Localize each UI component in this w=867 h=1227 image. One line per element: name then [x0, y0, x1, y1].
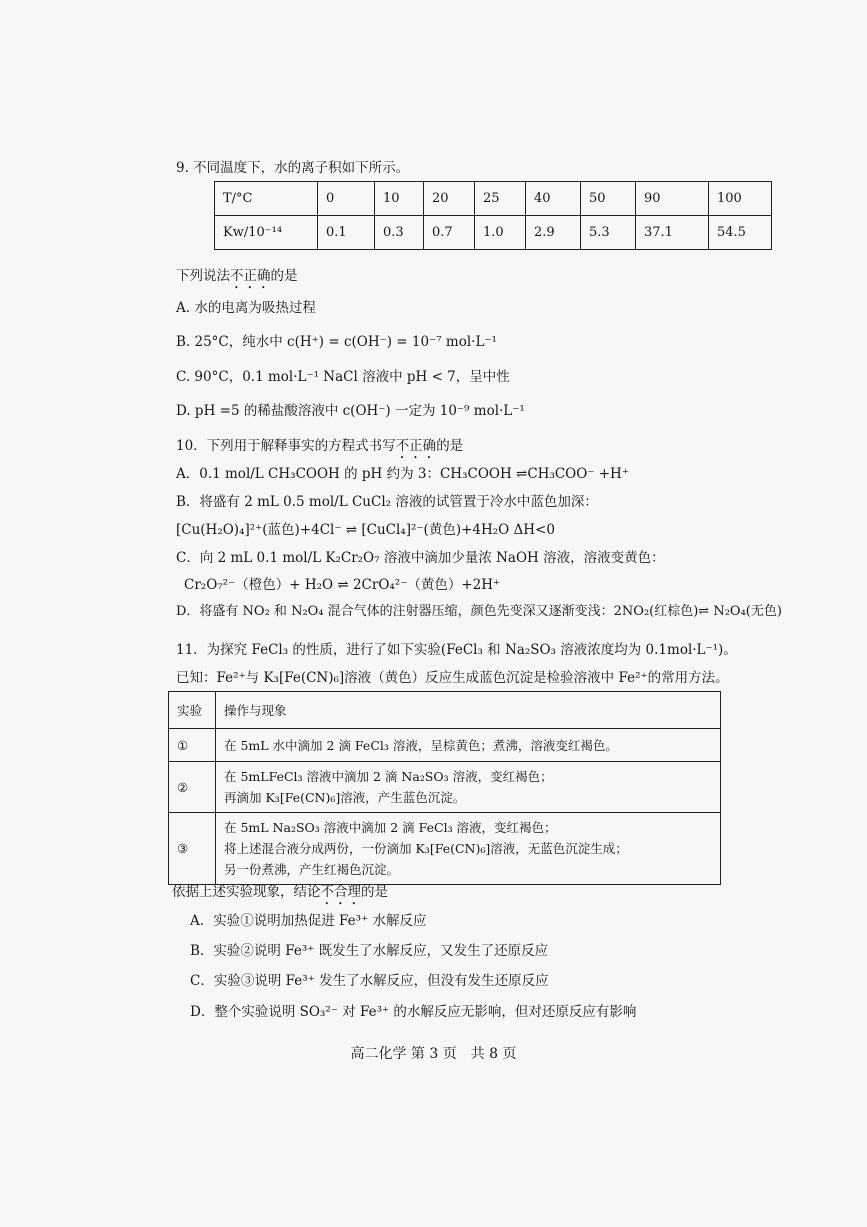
q10-equation-c: Cr₂O₇²⁻（橙色）+ H₂O ⇌ 2CrO₄²⁻（黄色）+2H⁺	[184, 577, 501, 593]
q10-stem: 10．下列用于解释事实的方程式书写不正确的是	[176, 438, 464, 454]
emphasis-text: 不正确	[230, 268, 271, 284]
table-cell: 2.9	[526, 216, 581, 250]
table-cell: 5.3	[581, 216, 636, 250]
table-header-cell: 操作与现象	[216, 692, 721, 729]
table-cell-label: T/°C	[215, 182, 318, 216]
q11-option-c: C．实验③说明 Fe³⁺ 发生了水解反应，但没有发生还原反应	[190, 973, 549, 989]
experiment-number: ①	[169, 729, 216, 762]
q11-experiment-table	[168, 691, 721, 885]
experiment-description: 在 5mLFeCl₃ 溶液中滴加 2 滴 Na₂SO₃ 溶液，变红褐色； 再滴加 K₃[Fe(CN)₆]溶液，产生蓝色沉淀。	[216, 762, 721, 813]
experiment-number: ③	[169, 813, 216, 885]
q10-option-d: D．将盛有 NO₂ 和 N₂O₄ 混合气体的注射器压缩，颜色先变深又逐渐变浅：2NO₂(红棕色)⇌ N₂O₄(无色)	[176, 604, 782, 619]
table-row	[169, 813, 721, 885]
table-cell: 0.3	[375, 216, 424, 250]
table-cell: 40	[526, 182, 581, 216]
emphasis-text: 不正确	[395, 438, 437, 454]
q10-option-b: B．将盛有 2 mL 0.5 mol/L CuCl₂ 溶液的试管置于冷水中蓝色加深：	[176, 494, 598, 510]
q9-stem: 9. 不同温度下，水的离子积如下所示。	[176, 160, 410, 176]
experiment-number: ②	[169, 762, 216, 813]
table-header-row	[169, 692, 721, 729]
table-cell: 0	[318, 182, 375, 216]
table-cell: 0.7	[424, 216, 475, 250]
page-footer: 高二化学 第 3 页 共 8 页	[350, 1046, 517, 1062]
table-cell: 10	[375, 182, 424, 216]
q9-option-d: D. pH =5 的稀盐酸溶液中 c(OH⁻) 一定为 10⁻⁹ mol·L⁻¹	[176, 403, 525, 419]
experiment-description: 在 5mL Na₂SO₃ 溶液中滴加 2 滴 FeCl₃ 溶液，变红褐色； 将上述混合液分成两份，一份滴加 K₃[Fe(CN)₆]溶液，无蓝色沉淀生成； 另一份煮沸，产生红褐色沉淀。	[216, 813, 721, 885]
q9-kw-table	[214, 181, 772, 250]
q10-option-c: C．向 2 mL 0.1 mol/L K₂Cr₂O₇ 溶液中滴加少量浓 NaOH 溶液，溶液变黄色：	[176, 550, 665, 566]
table-cell: 90	[636, 182, 709, 216]
q11-option-d: D．整个实验说明 SO₃²⁻ 对 Fe³⁺ 的水解反应无影响，但对还原反应有影响	[190, 1004, 637, 1020]
q11-option-b: B．实验②说明 Fe³⁺ 既发生了水解反应，又发生了还原反应	[190, 943, 549, 959]
q11-known: 已知：Fe²⁺与 K₃[Fe(CN)₆]溶液（黄色）反应生成蓝色沉淀是检验溶液中 Fe²⁺的常用方法。	[176, 670, 729, 686]
table-cell: 1.0	[475, 216, 526, 250]
table-cell: 50	[581, 182, 636, 216]
table-cell: 37.1	[636, 216, 709, 250]
q11-prompt: 依据上述实验现象，结论不合理的是	[172, 884, 388, 900]
q11-option-a: A．实验①说明加热促进 Fe³⁺ 水解反应	[190, 913, 427, 929]
table-row	[215, 216, 772, 250]
q9-option-a: A. 水的电离为吸热过程	[176, 300, 316, 316]
table-row	[169, 762, 721, 813]
table-cell: 20	[424, 182, 475, 216]
table-row	[215, 182, 772, 216]
q10-equation-b: [Cu(H₂O)₄]²⁺(蓝色)+4Cl⁻ ⇌ [CuCl₄]²⁻(黄色)+4H₂O ΔH<0	[176, 522, 555, 538]
table-row	[169, 729, 721, 762]
table-cell: 25	[475, 182, 526, 216]
q10-option-a: A．0.1 mol/L CH₃COOH 的 pH 约为 3：CH₃COOH ⇌CH₃COO⁻ +H⁺	[176, 466, 629, 482]
q9-option-c: C. 90°C，0.1 mol·L⁻¹ NaCl 溶液中 pH < 7，呈中性	[176, 369, 510, 385]
table-cell: 54.5	[709, 216, 772, 250]
emphasis-text: 不合理	[320, 884, 361, 900]
experiment-description: 在 5mL 水中滴加 2 滴 FeCl₃ 溶液，呈棕黄色；煮沸，溶液变红褐色。	[216, 729, 721, 762]
table-header-cell: 实验	[169, 692, 216, 729]
q9-option-b: B. 25°C，纯水中 c(H⁺) = c(OH⁻) = 10⁻⁷ mol·L⁻¹	[176, 334, 497, 350]
table-cell-label: Kw/10⁻¹⁴	[215, 216, 318, 250]
table-cell: 100	[709, 182, 772, 216]
q9-prompt: 下列说法不正确的是	[176, 268, 298, 284]
q11-stem: 11．为探究 FeCl₃ 的性质，进行了如下实验(FeCl₃ 和 Na₂SO₃ 溶液浓度均为 0.1mol·L⁻¹)。	[176, 642, 737, 658]
table-cell: 0.1	[318, 216, 375, 250]
